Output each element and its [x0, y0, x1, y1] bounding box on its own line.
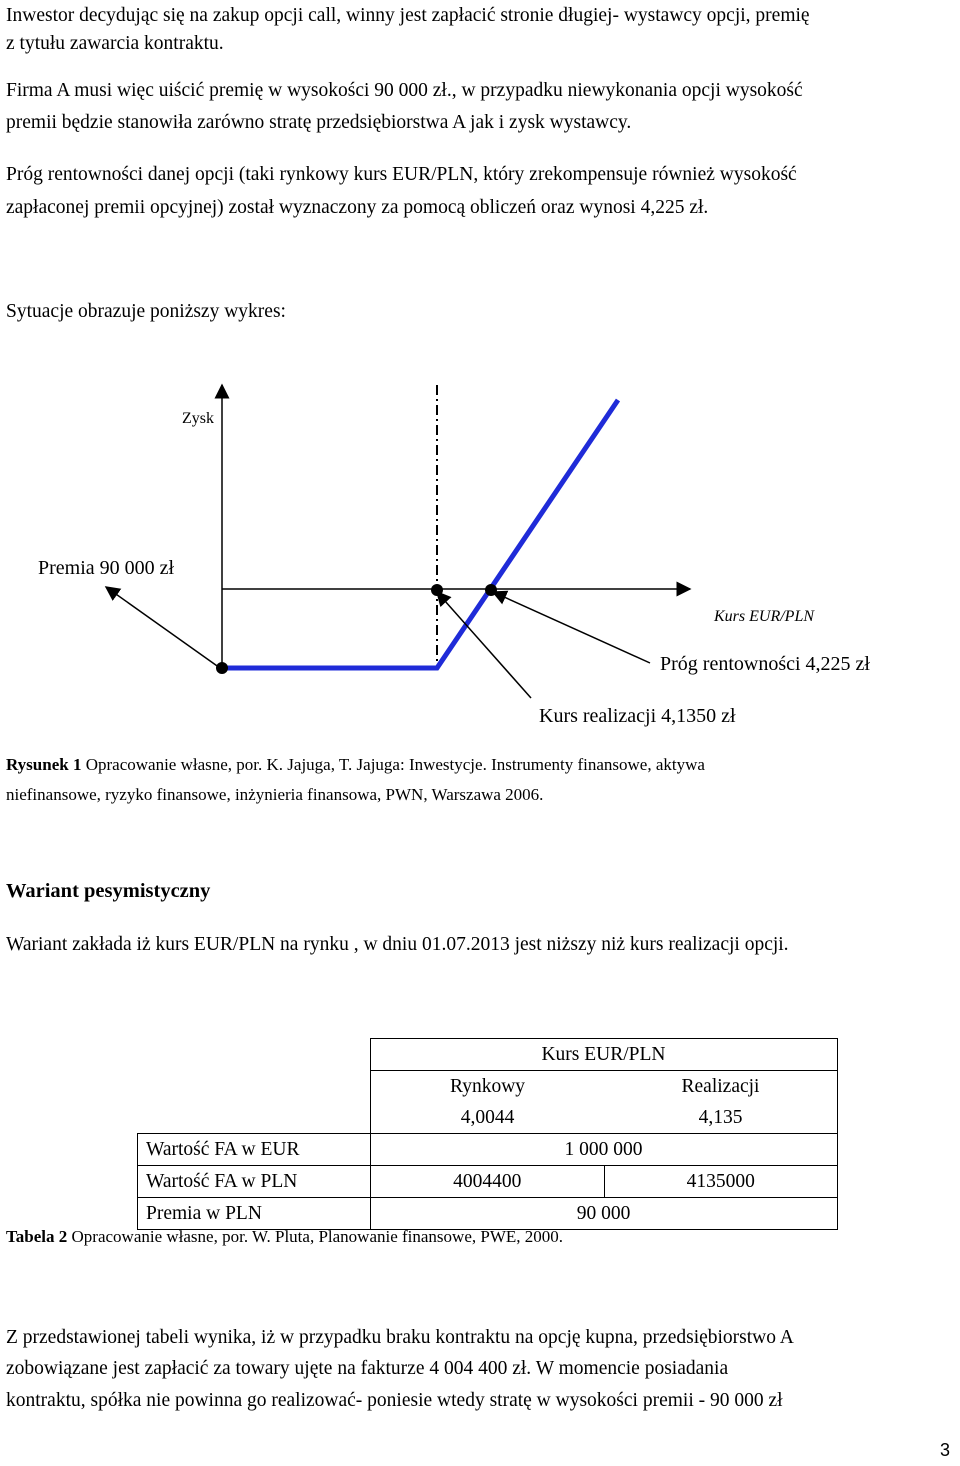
row-value-market: 4004400: [370, 1166, 605, 1198]
paragraph-line: premii będzie stanowiła zarówno stratę przedsiębiorstwa A jak i zysk wystawcy.: [6, 112, 632, 133]
breakeven-label: Próg rentowności 4,225 zł: [660, 653, 870, 675]
conclusion-line: Z przedstawionej tabeli wynika, iż w przypadku braku kontraktu na opcję kupna, przedsiębiorstwo A: [6, 1327, 794, 1348]
figure-caption: [6, 750, 705, 780]
col-strike-label: Realizacji: [605, 1071, 838, 1103]
section-heading: Wariant pesymistyczny: [6, 880, 211, 902]
table-header: Kurs EUR/PLN: [370, 1039, 837, 1071]
paragraph-line: Próg rentowności danej opcji (taki rynkowy kurs EUR/PLN, który zrekompensuje również wysokość: [6, 164, 797, 185]
premium-point: [216, 662, 228, 674]
table-caption-label: Tabela 2: [6, 1227, 68, 1246]
table-row: [138, 1134, 838, 1166]
row-value-strike: 4135000: [605, 1166, 838, 1198]
section-intro: Wariant zakłada iż kurs EUR/PLN na rynku , w dniu 01.07.2013 jest niższy niż kurs realizacji opcji.: [6, 934, 789, 955]
row-label: Premia w PLN: [138, 1198, 371, 1230]
premium-label: Premia 90 000 zł: [38, 557, 175, 579]
row-value: 1 000 000: [370, 1134, 837, 1166]
strike-point: [431, 584, 443, 596]
breakeven-arrow: [493, 592, 650, 663]
rate-strike: 4,135: [605, 1102, 838, 1134]
conclusion-line: kontraktu, spółka nie powinna go realizować- poniesie wtedy stratę w wysokości premii - 90 000 zł: [6, 1390, 783, 1411]
row-label: Wartość FA w EUR: [138, 1134, 371, 1166]
fx-table: [137, 1038, 838, 1230]
strike-label: Kurs realizacji 4,1350 zł: [539, 705, 736, 727]
payoff-diagram: [0, 370, 960, 750]
y-axis-label: Zysk: [182, 410, 214, 427]
page-number: 3: [939, 1440, 950, 1460]
payoff-line: [222, 400, 618, 668]
rate-market: 4,0044: [370, 1102, 605, 1134]
conclusion-line: zobowiązane jest zapłacić za towary ujęte na fakturze 4 004 400 zł. W momencie posiadania: [6, 1358, 729, 1379]
row-label: Wartość FA w PLN: [138, 1166, 371, 1198]
table-caption: [6, 1222, 563, 1252]
paragraph-line: Firma A musi więc uiścić premię w wysokości 90 000 zł., w przypadku niewykonania opcji wysokość: [6, 80, 803, 101]
paragraph-line: zapłaconej premii opcyjnej) został wyznaczony za pomocą obliczeń oraz wynosi 4,225 zł.: [6, 197, 709, 218]
figure-caption-label: Rysunek 1: [6, 755, 82, 774]
breakeven-point: [485, 584, 497, 596]
paragraph-line: Inwestor decydując się na zakup opcji call, winny jest zapłacić stronie długiej- wystawcy opcji, premię: [6, 5, 810, 26]
paragraph-line: Sytuacje obrazuje poniższy wykres:: [6, 301, 286, 322]
x-axis-label: Kurs EUR/PLN: [714, 608, 815, 625]
paragraph-line: z tytułu zawarcia kontraktu.: [6, 33, 224, 54]
table-row: [138, 1166, 838, 1198]
table-caption-text: Opracowanie własne, por. W. Pluta, Planowanie finansowe, PWE, 2000.: [67, 1227, 564, 1246]
figure-caption-text: Opracowanie własne, por. K. Jajuga, T. Jajuga: Inwestycje. Instrumenty finansowe, aktywa: [81, 755, 705, 774]
row-value: 90 000: [370, 1198, 837, 1230]
figure-caption-line2: niefinansowe, ryzyko finansowe, inżynieria finansowa, PWN, Warszawa 2006.: [6, 785, 544, 804]
col-market-label: Rynkowy: [370, 1071, 605, 1103]
premium-arrow: [106, 587, 220, 668]
